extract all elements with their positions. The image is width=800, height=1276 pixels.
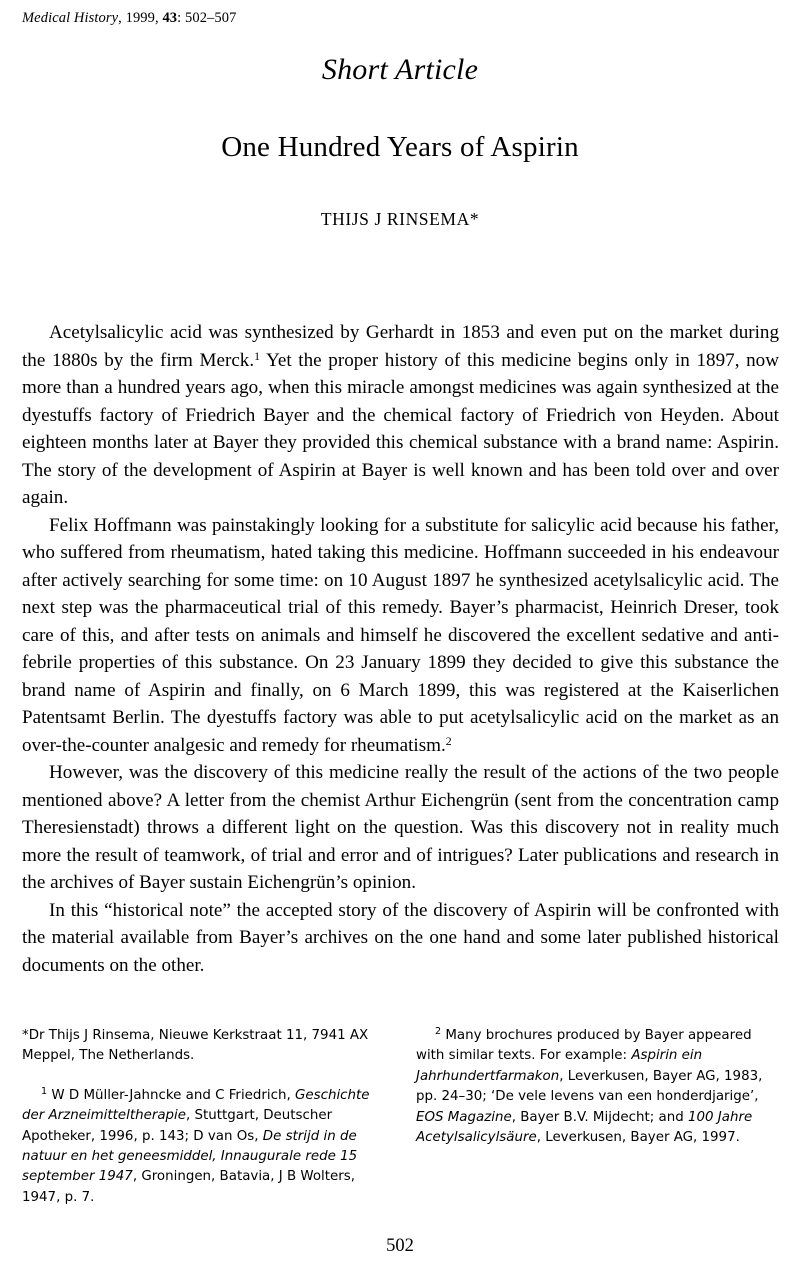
footnote-2-seg-c: , Bayer B.V. Mijdecht; and	[511, 1109, 688, 1125]
footnote-column-right	[416, 1026, 779, 1208]
footnote-2-seg-d: , Leverkusen, Bayer AG, 1997.	[536, 1130, 740, 1146]
journal-name: Medical History	[22, 10, 119, 26]
footnote-1-seg-b: , Stuttgart, Deutscher Apotheker, 1996, p. 143; D van Os,	[22, 1108, 333, 1144]
footnote-2-seg-b: , Leverkusen, Bayer AG, 1983, pp. 24–30; ‘De vele levens van een honderdjarige’,	[416, 1068, 763, 1105]
body-paragraph-1-text-b: Yet the proper history of this medicine begins only in 1897, now more than a hundred years ago, when this miracle amongst medicines was again synthesized at the dyestuffs factory of Friedrich Bayer and the chemical factory of Friedrich von Heyden. About eighteen months later at Bayer they provided this chemical substance with a brand name: Aspirin. The story of the development of Aspirin at Bayer is well known and has been told over and over again.	[22, 349, 780, 508]
page-title: One Hundred Years of Aspirin	[221, 131, 579, 163]
page-range: : 502–507	[177, 10, 237, 26]
article-body	[22, 319, 779, 979]
footnote-1	[22, 1086, 385, 1208]
footnote-1-seg-c: , Groningen, Batavia, J B Wolters, 1947, p. 7.	[22, 1169, 356, 1205]
body-paragraph-1-text-a: Acetylsalicylic acid was synthesized by Gerhardt in 1853 and even put on the market during the 1880s by the firm Merck.	[22, 322, 779, 371]
footnote-2-title-1: Aspirin ein Jahrhundertfarmakon	[416, 1048, 703, 1084]
body-paragraph-4: In this “historical note” the accepted story of the discovery of Aspirin will be confronted with the material available from Bayer’s archives on the one hand and some later published historical documents on the other.	[22, 899, 779, 976]
running-head	[22, 10, 236, 27]
volume-number: 43	[162, 10, 178, 26]
footnote-ref-1[interactable]: 1	[254, 348, 261, 363]
body-paragraph-3: However, was the discovery of this medicine really the result of the actions of the two people mentioned above? A letter from the chemist Arthur Eichengrün (sent from the concentration camp Theresienstadt) throws a different light on the question. Was this discovery not in reality much more the result of teamwork, of trial and error and of intrigues? Later publications and research in the archives of Bayer sustain Eichengrün’s opinion.	[22, 762, 779, 893]
body-paragraph-2	[22, 512, 779, 760]
footnotes-area	[22, 1026, 779, 1208]
body-paragraph-1	[22, 319, 779, 512]
footnote-2-title-3: 100 Jahre Acetylsalicylsäure	[416, 1109, 753, 1146]
footnote-1-title-2: De strijd in de natuur en het geneesmiddel, Innaugurale rede 15 september 1947	[22, 1128, 358, 1185]
page-number: 502	[386, 1236, 414, 1256]
footnote-2-seg-a: Many brochures produced by Bayer appeared with similar texts. For example:	[416, 1028, 752, 1064]
running-head-year: , 1999,	[118, 10, 163, 26]
footnote-ref-2[interactable]: 2	[445, 733, 452, 748]
footnote-2-title-2: EOS Magazine	[416, 1109, 512, 1125]
footnote-2-marker: 2	[435, 1026, 442, 1038]
footnote-1-marker: 1	[41, 1086, 48, 1097]
author-contact-note: *Dr Thijs J Rinsema, Nieuwe Kerkstraat 11, 7941 AX Meppel, The Netherlands.	[22, 1028, 369, 1064]
body-paragraph-2-text-a: Felix Hoffmann was painstakingly looking for a substitute for salicylic acid because his father, who suffered from rheumatism, hated taking this medicine. Hoffmann succeeded in his endeavour after actively searching for some time: on 10 August 1897 he synthesized acetylsalicylic acid. The next step was the pharmaceutical trial of this remedy. Bayer’s pharmacist, Heinrich Dreser, took care of this, and after tests on animals and himself he discovered the excellent sedative and anti-febrile properties of this substance. On 23 January 1899 they decided to give this substance the brand name of Aspirin and finally, on 6 March 1899, this was registered at the Kaiserlichen Patentsamt Berlin. The dyestuffs factory was able to put acetylsalicylic acid on the market as an over-the-counter analgesic and remedy for rheumatism.	[22, 514, 779, 756]
footnote-2	[416, 1026, 779, 1148]
section-label: Short Article	[321, 53, 479, 86]
footnote-column-left	[22, 1026, 385, 1208]
author-byline: THIJS J RINSEMA*	[320, 209, 480, 229]
footnote-1-title-1: Geschichte der Arzneimitteltherapie	[22, 1087, 370, 1124]
footnote-1-seg-a: W D Müller-Jahncke and C Friedrich,	[47, 1087, 295, 1103]
